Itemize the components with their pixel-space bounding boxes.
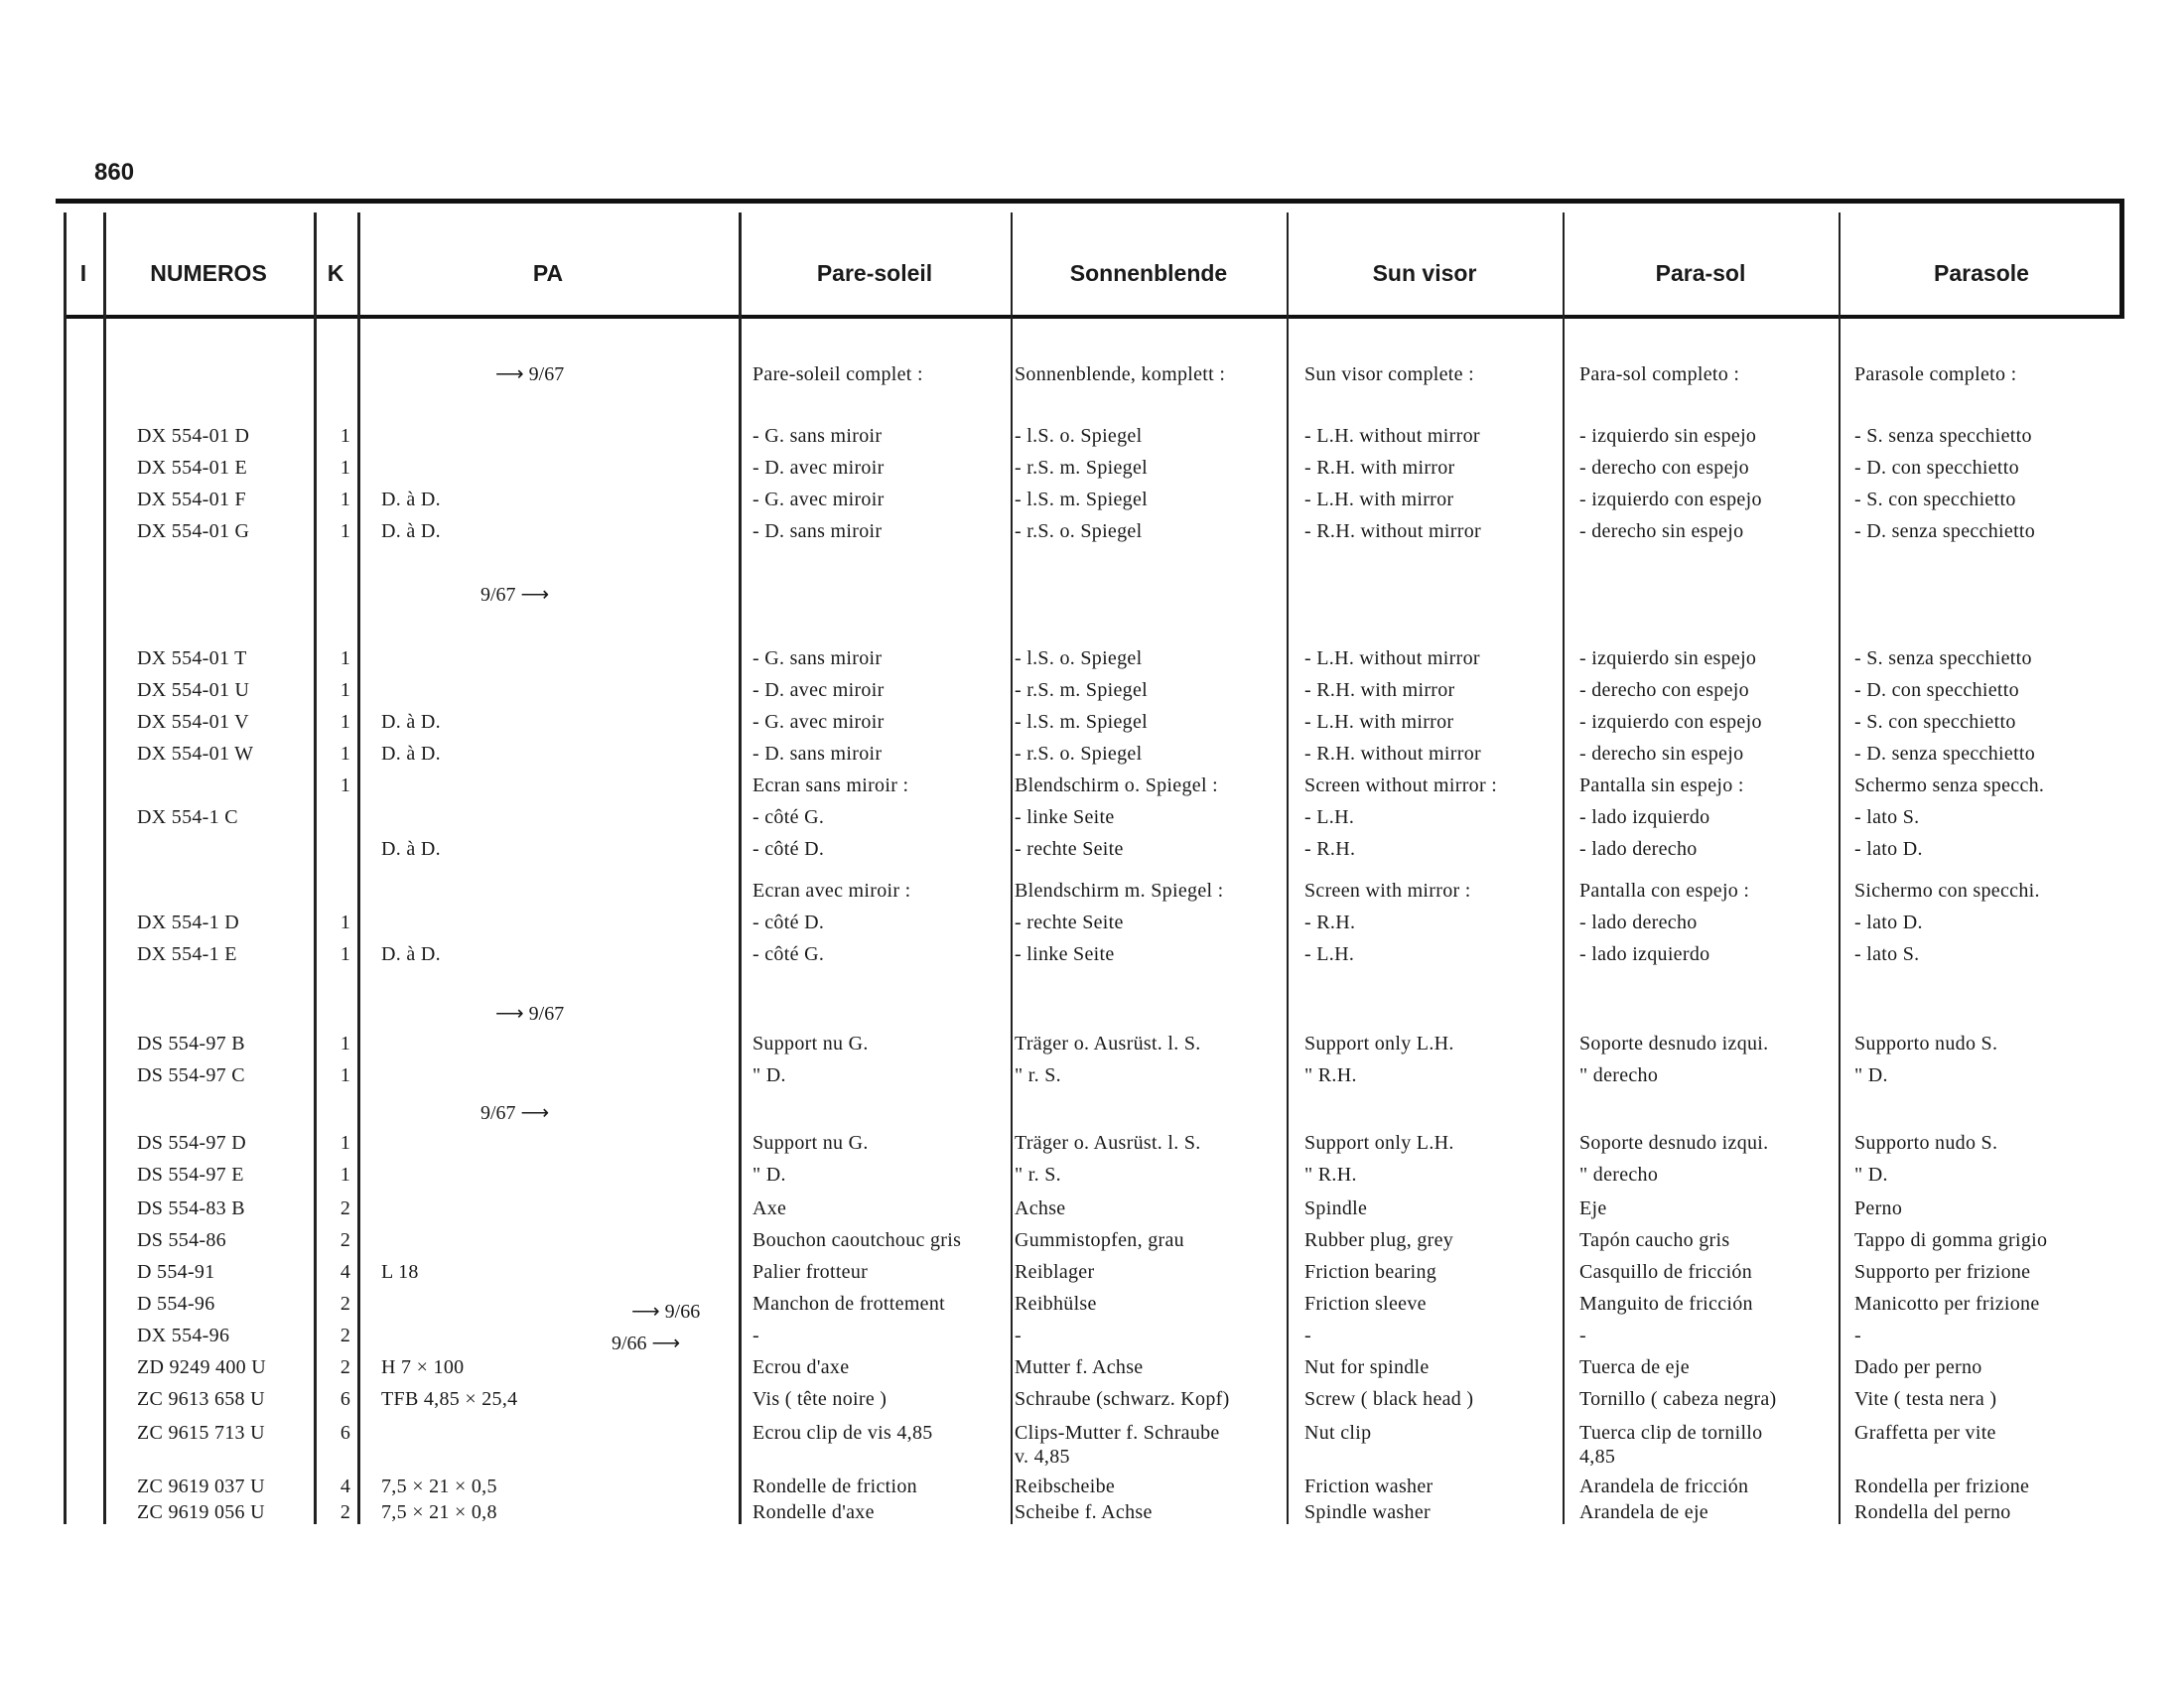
english-description: Nut for spindle bbox=[1304, 1356, 1430, 1378]
table-row bbox=[56, 1444, 2124, 1472]
english-description: Sun visor complete : bbox=[1304, 363, 1474, 385]
french-description: Support nu G. bbox=[752, 1033, 869, 1055]
english-description: Screen with mirror : bbox=[1304, 880, 1471, 902]
english-description: Friction washer bbox=[1304, 1476, 1433, 1497]
part-number: D 554-96 bbox=[137, 1293, 215, 1315]
french-description: Rondelle de friction bbox=[752, 1476, 917, 1497]
table-row bbox=[56, 361, 2124, 389]
part-number: DX 554-01 E bbox=[137, 457, 248, 479]
italian-description: Perno bbox=[1854, 1197, 1903, 1219]
german-description: Reibscheibe bbox=[1015, 1476, 1116, 1497]
italian-description: Parasole completo : bbox=[1854, 363, 2017, 385]
part-number: ZC 9613 658 U bbox=[137, 1388, 265, 1410]
french-description: - bbox=[752, 1325, 759, 1346]
french-description: - G. avec miroir bbox=[752, 489, 885, 510]
french-description: - D. sans miroir bbox=[752, 743, 883, 765]
pa-note: D. à D. bbox=[381, 943, 441, 965]
quantity: 4 bbox=[340, 1261, 351, 1283]
quantity: 1 bbox=[340, 912, 351, 933]
german-description: - l.S. m. Spiegel bbox=[1015, 711, 1148, 733]
english-description: - R.H. without mirror bbox=[1304, 743, 1481, 765]
english-description: - R.H. with mirror bbox=[1304, 679, 1455, 701]
table-row bbox=[56, 1162, 2124, 1190]
italian-description: Rondella per frizione bbox=[1854, 1476, 2030, 1497]
spanish-description: Casquillo de fricción bbox=[1579, 1261, 1753, 1283]
table-row bbox=[56, 1130, 2124, 1158]
spanish-description: Tapón caucho gris bbox=[1579, 1229, 1730, 1251]
french-description: Ecrou d'axe bbox=[752, 1356, 850, 1378]
english-description: Friction bearing bbox=[1304, 1261, 1437, 1283]
table-row bbox=[56, 709, 2124, 737]
italian-description: Graffetta per vite bbox=[1854, 1422, 1996, 1444]
english-description: Rubber plug, grey bbox=[1304, 1229, 1454, 1251]
date-marker: ⟶ 9/67 bbox=[495, 363, 565, 385]
italian-description: Tappo di gomma grigio bbox=[1854, 1229, 2048, 1251]
english-description: Spindle washer bbox=[1304, 1501, 1431, 1523]
pa-note: L 18 bbox=[381, 1261, 419, 1283]
spanish-description: - derecho con espejo bbox=[1579, 679, 1749, 701]
quantity: 1 bbox=[340, 743, 351, 765]
italian-description: Supporto nudo S. bbox=[1854, 1033, 1998, 1055]
spanish-description: Tuerca clip de tornillo bbox=[1579, 1422, 1763, 1444]
spanish-description: Arandela de eje bbox=[1579, 1501, 1708, 1523]
french-description: Manchon de frottement bbox=[752, 1293, 946, 1315]
quantity: 1 bbox=[340, 711, 351, 733]
english-description: - R.H. bbox=[1304, 912, 1356, 933]
quantity: 1 bbox=[340, 520, 351, 542]
part-number: ZC 9619 056 U bbox=[137, 1501, 265, 1523]
german-description: Gummistopfen, grau bbox=[1015, 1229, 1184, 1251]
spanish-description: Soporte desnudo izqui. bbox=[1579, 1132, 1769, 1154]
header-french: Pare-soleil bbox=[816, 260, 933, 286]
part-number: DX 554-01 W bbox=[137, 743, 254, 765]
spanish-description: - derecho con espejo bbox=[1579, 457, 1749, 479]
header-i: I bbox=[79, 260, 87, 286]
part-number: DS 554-97 E bbox=[137, 1164, 244, 1186]
german-description: - l.S. o. Spiegel bbox=[1015, 425, 1143, 447]
spanish-description: - lado izquierdo bbox=[1579, 943, 1710, 965]
page-number: 860 bbox=[94, 159, 135, 186]
date-marker: 9/67 ⟶ bbox=[480, 1102, 550, 1124]
quantity: 2 bbox=[340, 1293, 351, 1315]
english-description: - L.H. bbox=[1304, 943, 1355, 965]
table-row bbox=[56, 645, 2124, 673]
italian-description: Supporto per frizione bbox=[1854, 1261, 2031, 1283]
quantity: 1 bbox=[340, 1064, 351, 1086]
english-description: Screen without mirror : bbox=[1304, 774, 1498, 796]
french-description: Rondelle d'axe bbox=[752, 1501, 875, 1523]
table-row bbox=[56, 804, 2124, 832]
french-description: Ecran sans miroir : bbox=[752, 774, 909, 796]
quantity: 1 bbox=[340, 647, 351, 669]
italian-description: - S. senza specchietto bbox=[1854, 425, 2032, 447]
german-description: v. 4,85 bbox=[1015, 1446, 1070, 1468]
italian-description: " D. bbox=[1854, 1064, 1888, 1086]
table-row bbox=[56, 1354, 2124, 1382]
french-description: - G. sans miroir bbox=[752, 647, 883, 669]
italian-description: - lato S. bbox=[1854, 943, 1920, 965]
part-number: DS 554-97 B bbox=[137, 1033, 245, 1055]
italian-description: - S. con specchietto bbox=[1854, 711, 2016, 733]
pa-note: D. à D. bbox=[381, 489, 441, 510]
english-description: - L.H. bbox=[1304, 806, 1355, 828]
french-description: - D. sans miroir bbox=[752, 520, 883, 542]
french-description: Ecran avec miroir : bbox=[752, 880, 911, 902]
italian-description: Schermo senza specch. bbox=[1854, 774, 2045, 796]
german-description: - l.S. m. Spiegel bbox=[1015, 489, 1148, 510]
quantity: 2 bbox=[340, 1501, 351, 1523]
table-row bbox=[56, 423, 2124, 451]
english-description: " R.H. bbox=[1304, 1064, 1357, 1086]
part-number: DX 554-01 T bbox=[137, 647, 247, 669]
spanish-description: Soporte desnudo izqui. bbox=[1579, 1033, 1769, 1055]
quantity: 1 bbox=[340, 943, 351, 965]
german-description: - bbox=[1015, 1325, 1022, 1346]
quantity: 2 bbox=[340, 1197, 351, 1219]
part-number: ZC 9619 037 U bbox=[137, 1476, 265, 1497]
german-description: Reiblager bbox=[1015, 1261, 1095, 1283]
part-number: DS 554-83 B bbox=[137, 1197, 245, 1219]
french-description: - côté D. bbox=[752, 912, 825, 933]
pa-note: TFB 4,85 × 25,4 bbox=[381, 1388, 518, 1410]
german-description: " r. S. bbox=[1015, 1164, 1061, 1186]
table-row bbox=[56, 487, 2124, 514]
german-description: Sonnenblende, komplett : bbox=[1015, 363, 1226, 385]
spanish-description: Manguito de fricción bbox=[1579, 1293, 1753, 1315]
table-row bbox=[56, 741, 2124, 769]
english-description: - bbox=[1304, 1325, 1311, 1346]
quantity: 1 bbox=[340, 1132, 351, 1154]
italian-description: - D. con specchietto bbox=[1854, 457, 2019, 479]
pa-note: 7,5 × 21 × 0,8 bbox=[381, 1501, 497, 1523]
german-description: Scheibe f. Achse bbox=[1015, 1501, 1153, 1523]
part-number: D 554-91 bbox=[137, 1261, 215, 1283]
spanish-description: Tuerca de eje bbox=[1579, 1356, 1690, 1378]
table-row bbox=[56, 1062, 2124, 1090]
italian-description: - lato D. bbox=[1854, 912, 1923, 933]
italian-description: Sichermo con specchi. bbox=[1854, 880, 2040, 902]
english-description: Screw ( black head ) bbox=[1304, 1388, 1474, 1410]
table-row bbox=[56, 1323, 2124, 1350]
spanish-description: Eje bbox=[1579, 1197, 1607, 1219]
spanish-description: Arandela de fricción bbox=[1579, 1476, 1749, 1497]
table-row bbox=[56, 836, 2124, 864]
table-row bbox=[56, 910, 2124, 937]
pa-note: D. à D. bbox=[381, 711, 441, 733]
german-description: Blendschirm o. Spiegel : bbox=[1015, 774, 1218, 796]
pa-note: D. à D. bbox=[381, 838, 441, 860]
french-description: Bouchon caoutchouc gris bbox=[752, 1229, 962, 1251]
header-italian: Parasole bbox=[1934, 260, 2029, 286]
table-row bbox=[56, 1291, 2124, 1319]
french-description: Palier frotteur bbox=[752, 1261, 869, 1283]
header-numeros: NUMEROS bbox=[150, 260, 267, 286]
quantity: 4 bbox=[340, 1476, 351, 1497]
header-k: K bbox=[327, 260, 344, 286]
header-english: Sun visor bbox=[1372, 260, 1477, 286]
german-description: - r.S. o. Spiegel bbox=[1015, 743, 1143, 765]
french-description: - G. sans miroir bbox=[752, 425, 883, 447]
pa-note: 7,5 × 21 × 0,5 bbox=[381, 1476, 497, 1497]
part-number: DX 554-1 C bbox=[137, 806, 238, 828]
table-row bbox=[56, 1227, 2124, 1255]
table-row bbox=[56, 1259, 2124, 1287]
german-description: Träger o. Ausrüst. l. S. bbox=[1015, 1033, 1201, 1055]
german-description: Mutter f. Achse bbox=[1015, 1356, 1144, 1378]
german-description: - l.S. o. Spiegel bbox=[1015, 647, 1143, 669]
part-number: DX 554-01 G bbox=[137, 520, 250, 542]
part-number: ZC 9615 713 U bbox=[137, 1422, 265, 1444]
quantity: 6 bbox=[340, 1422, 351, 1444]
spanish-description: 4,85 bbox=[1579, 1446, 1616, 1468]
header-german: Sonnenblende bbox=[1069, 260, 1228, 286]
quantity: 1 bbox=[340, 489, 351, 510]
table-row bbox=[56, 1031, 2124, 1058]
english-description: - L.H. with mirror bbox=[1304, 489, 1454, 510]
spanish-description: - izquierdo sin espejo bbox=[1579, 425, 1757, 447]
italian-description: Rondella del perno bbox=[1854, 1501, 2011, 1523]
spanish-description: - lado derecho bbox=[1579, 912, 1698, 933]
date-marker: 9/66 ⟶ bbox=[612, 1333, 681, 1354]
german-description: - r.S. o. Spiegel bbox=[1015, 520, 1143, 542]
table-row bbox=[56, 518, 2124, 546]
italian-description: - D. senza specchietto bbox=[1854, 520, 2036, 542]
german-description: Achse bbox=[1015, 1197, 1066, 1219]
italian-description: - lato D. bbox=[1854, 838, 1923, 860]
table-row bbox=[56, 878, 2124, 906]
french-description: Vis ( tête noire ) bbox=[752, 1388, 887, 1410]
italian-description: Dado per perno bbox=[1854, 1356, 1982, 1378]
german-description: - r.S. m. Spiegel bbox=[1015, 679, 1148, 701]
table-row bbox=[56, 1386, 2124, 1414]
english-description: - L.H. without mirror bbox=[1304, 425, 1480, 447]
header-rule bbox=[64, 315, 2124, 319]
english-description: - R.H. without mirror bbox=[1304, 520, 1481, 542]
spanish-description: - bbox=[1579, 1325, 1586, 1346]
table-top-rule bbox=[56, 199, 2124, 204]
spanish-description: Para-sol completo : bbox=[1579, 363, 1740, 385]
quantity: 2 bbox=[340, 1229, 351, 1251]
german-description: - rechte Seite bbox=[1015, 838, 1124, 860]
spanish-description: " derecho bbox=[1579, 1064, 1659, 1086]
quantity: 1 bbox=[340, 425, 351, 447]
part-number: DS 554-86 bbox=[137, 1229, 226, 1251]
french-description: " D. bbox=[752, 1164, 786, 1186]
english-description: " R.H. bbox=[1304, 1164, 1357, 1186]
quantity: 2 bbox=[340, 1356, 351, 1378]
part-number: DX 554-1 E bbox=[137, 943, 237, 965]
german-description: Clips-Mutter f. Schraube bbox=[1015, 1422, 1220, 1444]
table-row bbox=[56, 1196, 2124, 1223]
french-description: - côté G. bbox=[752, 943, 825, 965]
table-row bbox=[56, 1474, 2124, 1501]
english-description: Friction sleeve bbox=[1304, 1293, 1427, 1315]
pa-note: H 7 × 100 bbox=[381, 1356, 465, 1378]
table-right-rule bbox=[2119, 199, 2124, 318]
spanish-description: - izquierdo con espejo bbox=[1579, 711, 1762, 733]
spanish-description: Pantalla con espejo : bbox=[1579, 880, 1750, 902]
german-description: - rechte Seite bbox=[1015, 912, 1124, 933]
quantity: 2 bbox=[340, 1325, 351, 1346]
italian-description: Manicotto per frizione bbox=[1854, 1293, 2040, 1315]
quantity: 1 bbox=[340, 679, 351, 701]
spanish-description: - derecho sin espejo bbox=[1579, 520, 1744, 542]
parts-table bbox=[56, 199, 2124, 1524]
french-description: Ecrou clip de vis 4,85 bbox=[752, 1422, 933, 1444]
spanish-description: - izquierdo sin espejo bbox=[1579, 647, 1757, 669]
german-description: Schraube (schwarz. Kopf) bbox=[1015, 1388, 1230, 1410]
spanish-description: " derecho bbox=[1579, 1164, 1659, 1186]
french-description: Pare-soleil complet : bbox=[752, 363, 923, 385]
quantity: 1 bbox=[340, 774, 351, 796]
german-description: Träger o. Ausrüst. l. S. bbox=[1015, 1132, 1201, 1154]
french-description: - D. avec miroir bbox=[752, 457, 885, 479]
italian-description: " D. bbox=[1854, 1164, 1888, 1186]
date-marker: ⟶ 9/67 bbox=[495, 1003, 565, 1025]
spanish-description: - lado derecho bbox=[1579, 838, 1698, 860]
italian-description: - S. senza specchietto bbox=[1854, 647, 2032, 669]
part-number: DX 554-01 D bbox=[137, 425, 250, 447]
part-number: DS 554-97 C bbox=[137, 1064, 245, 1086]
italian-description: - lato S. bbox=[1854, 806, 1920, 828]
german-description: - linke Seite bbox=[1015, 943, 1115, 965]
spanish-description: - izquierdo con espejo bbox=[1579, 489, 1762, 510]
german-description: - r.S. m. Spiegel bbox=[1015, 457, 1148, 479]
german-description: " r. S. bbox=[1015, 1064, 1061, 1086]
table-row bbox=[56, 773, 2124, 800]
german-description: Reibhülse bbox=[1015, 1293, 1097, 1315]
date-marker: ⟶ 9/66 bbox=[631, 1301, 701, 1323]
english-description: Nut clip bbox=[1304, 1422, 1372, 1444]
part-number: DX 554-01 F bbox=[137, 489, 246, 510]
french-description: - G. avec miroir bbox=[752, 711, 885, 733]
german-description: Blendschirm m. Spiegel : bbox=[1015, 880, 1224, 902]
quantity: 1 bbox=[340, 457, 351, 479]
spanish-description: - derecho sin espejo bbox=[1579, 743, 1744, 765]
quantity: 1 bbox=[340, 1033, 351, 1055]
spanish-description: Pantalla sin espejo : bbox=[1579, 774, 1744, 796]
italian-description: Vite ( testa nera ) bbox=[1854, 1388, 1997, 1410]
italian-description: - D. senza specchietto bbox=[1854, 743, 2036, 765]
header-pa: PA bbox=[532, 260, 564, 286]
part-number: DS 554-97 D bbox=[137, 1132, 246, 1154]
english-description: - L.H. with mirror bbox=[1304, 711, 1454, 733]
table-row bbox=[56, 677, 2124, 705]
table-row bbox=[56, 455, 2124, 483]
english-description: Spindle bbox=[1304, 1197, 1368, 1219]
part-number: ZD 9249 400 U bbox=[137, 1356, 267, 1378]
english-description: - L.H. without mirror bbox=[1304, 647, 1480, 669]
spanish-description: Tornillo ( cabeza negra) bbox=[1579, 1388, 1777, 1410]
italian-description: - D. con specchietto bbox=[1854, 679, 2019, 701]
spanish-description: - lado izquierdo bbox=[1579, 806, 1710, 828]
header-spanish: Para-sol bbox=[1655, 260, 1746, 286]
english-description: - R.H. with mirror bbox=[1304, 457, 1455, 479]
pa-note: D. à D. bbox=[381, 520, 441, 542]
french-description: Axe bbox=[752, 1197, 787, 1219]
part-number: DX 554-01 V bbox=[137, 711, 249, 733]
date-marker: 9/67 ⟶ bbox=[480, 584, 550, 606]
quantity: 6 bbox=[340, 1388, 351, 1410]
german-description: - linke Seite bbox=[1015, 806, 1115, 828]
table-row bbox=[56, 1499, 2124, 1527]
part-number: DX 554-96 bbox=[137, 1325, 230, 1346]
french-description: - D. avec miroir bbox=[752, 679, 885, 701]
italian-description: - S. con specchietto bbox=[1854, 489, 2016, 510]
french-description: - côté G. bbox=[752, 806, 825, 828]
part-number: DX 554-1 D bbox=[137, 912, 239, 933]
french-description: Support nu G. bbox=[752, 1132, 869, 1154]
english-description: - R.H. bbox=[1304, 838, 1356, 860]
quantity: 1 bbox=[340, 1164, 351, 1186]
french-description: - côté D. bbox=[752, 838, 825, 860]
english-description: Support only L.H. bbox=[1304, 1132, 1454, 1154]
part-number: DX 554-01 U bbox=[137, 679, 250, 701]
english-description: Support only L.H. bbox=[1304, 1033, 1454, 1055]
table-row bbox=[56, 941, 2124, 969]
italian-description: - bbox=[1854, 1325, 1861, 1346]
pa-note: D. à D. bbox=[381, 743, 441, 765]
french-description: " D. bbox=[752, 1064, 786, 1086]
italian-description: Supporto nudo S. bbox=[1854, 1132, 1998, 1154]
